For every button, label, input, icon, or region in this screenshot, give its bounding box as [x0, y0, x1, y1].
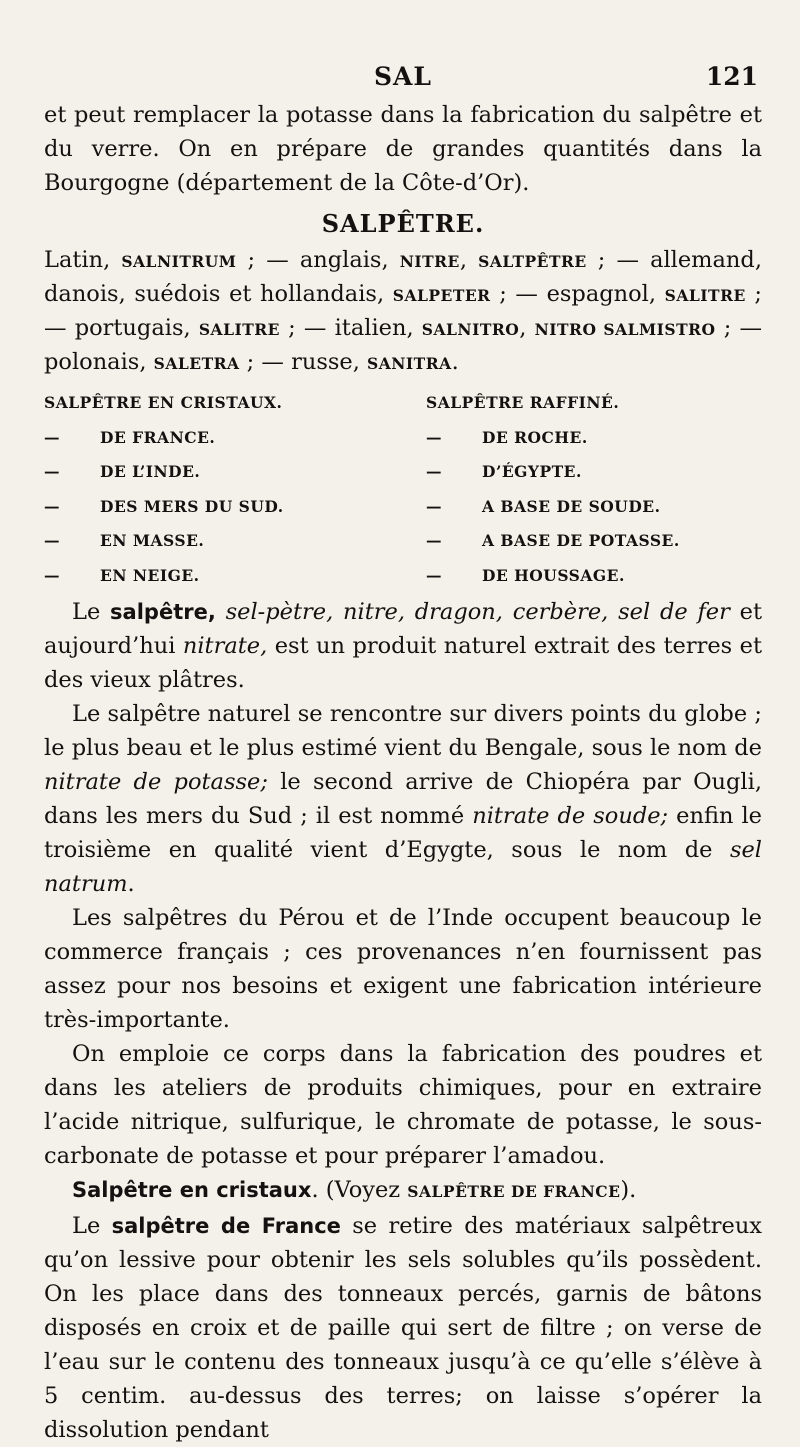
section-title: SALPÊTRE.	[321, 209, 485, 238]
variety-label: DE HOUSSAGE.	[482, 565, 625, 585]
text-run: Le	[72, 599, 111, 625]
text-run: Le salpêtre naturel se rencontre sur divers points du globe ; le plus beau et le plus estimé vient du Bengale, sous le nom de	[44, 701, 762, 761]
variety-label: A BASE DE POTASSE.	[482, 531, 680, 550]
intro-paragraph: et peut remplacer la potasse dans la fabrication du salpêtre et du verre. On en prépare de grandes quantités dans la Bourgogne (département de la Côte-d’Or).	[44, 102, 762, 196]
paragraph-origins	[44, 697, 762, 901]
variety-right-row	[426, 421, 762, 456]
text-run: ; — italien,	[279, 315, 422, 341]
text-run: ; — anglais,	[236, 247, 400, 273]
ditto-dash: —	[44, 565, 60, 585]
text-run: enfin le troisième en qualité vient d’Egygte, sous le nom de	[44, 803, 762, 863]
ditto-dash: —	[426, 462, 442, 481]
german-name: SALPETER	[392, 286, 491, 305]
variety-left-row	[44, 455, 426, 490]
english-name-1: NITRE	[399, 252, 460, 271]
variety-left-row	[44, 421, 426, 456]
polish-name: SALETRA	[153, 354, 240, 373]
ditto-dash: —	[44, 462, 60, 481]
ditto-dash: —	[426, 496, 442, 516]
text-run: .	[127, 871, 135, 897]
text-run: et aujourd’hui	[44, 599, 762, 659]
names-paragraph	[44, 244, 762, 380]
spanish-name: SALITRE	[664, 286, 746, 305]
page-number: 121	[705, 62, 758, 91]
variety-right-row	[426, 559, 762, 594]
text-run: ; — polonais,	[44, 315, 762, 375]
names-in-languages	[44, 244, 762, 380]
running-head: SAL	[373, 62, 433, 91]
ditto-dash: —	[426, 427, 442, 447]
variety-right-row	[426, 455, 762, 490]
paragraph-cristaux	[44, 1173, 762, 1209]
variety-label: EN MASSE.	[100, 531, 205, 550]
portuguese-name: SALITRE	[198, 320, 280, 339]
headword: salpêtre,	[110, 600, 216, 624]
varieties-right-head: SALPÊTRE RAFFINÉ.	[426, 393, 620, 412]
variety-right-row	[426, 490, 762, 525]
paragraph-france	[44, 1209, 762, 1447]
text-run: .	[451, 349, 459, 375]
ditto-dash: —	[426, 565, 442, 585]
text-run: est un produit naturel extrait des terres et des vieux plâtres.	[44, 633, 763, 693]
variety-label: A BASE DE SOUDE.	[482, 496, 661, 516]
varieties-table	[44, 386, 762, 593]
paragraph-definition	[44, 595, 762, 697]
text-run: ; — espagnol,	[490, 281, 665, 307]
text-run	[216, 599, 226, 625]
variety-label: DES MERS DU SUD.	[100, 496, 284, 516]
ditto-dash: —	[44, 531, 60, 550]
headword: salpêtre de France	[111, 1214, 341, 1238]
russian-name: SANITRA	[367, 354, 452, 373]
italian-name-2: NITRO SALMISTRO	[534, 320, 716, 339]
book-page	[44, 58, 763, 1443]
variety-label: DE L’INDE.	[100, 462, 201, 481]
english-name-2: SALTPÊTRE	[478, 252, 587, 271]
varieties-left-head: SALPÊTRE EN CRISTAUX.	[44, 393, 283, 412]
text-run: se retire des matériaux salpêtreux qu’on lessive pour obtenir les sels solubles qu’ils possèdent. On les place dans des tonneaux percés, garnis de bâtons disposés en croix et de paille qui sert de filtre ; on verse de l’eau sur le contenu des tonneaux jusqu’à ce qu’elle s’élève à 5 centim. au-dessus des terres; on laisse s’opérer la dissolution pendant	[44, 1213, 762, 1443]
latin-name: SALNITRUM	[121, 252, 237, 271]
italian-name-1: SALNITRO	[421, 320, 520, 339]
variety-label: DE FRANCE.	[100, 427, 216, 447]
ditto-dash: —	[44, 496, 60, 516]
text-run: le second arrive de Chiopéra par Ougli, dans les mers du Sud ; il est nommé	[44, 769, 762, 829]
text-run: ).	[620, 1177, 637, 1203]
paragraph-uses: On emploie ce corps dans la fabrication des poudres et dans les ateliers de produits chimiques, pour en extraire l’acide nitrique, sulfurique, le chromate de potasse, le sous-carbonate de potasse et pour préparer l’amadou.	[44, 1041, 762, 1169]
variety-label: DE ROCHE.	[482, 427, 588, 447]
cross-reference: SALPÊTRE DE FRANCE	[407, 1182, 621, 1201]
text-run: ; — russe,	[239, 349, 368, 375]
term-sel-natrum: sel natrum	[44, 837, 762, 897]
text-run: ; — portugais,	[44, 281, 762, 341]
term-nitrate: nitrate,	[182, 633, 268, 659]
headword: Salpêtre en cristaux	[72, 1178, 312, 1202]
variety-left-row	[44, 559, 426, 594]
term-nitrate-soude: nitrate de soude;	[472, 803, 669, 829]
term-nitrate-potasse: nitrate de potasse;	[44, 769, 268, 795]
text-run: ,	[459, 247, 479, 273]
variety-left-row	[44, 490, 426, 525]
page-header	[44, 58, 762, 98]
variety-label: D’ÉGYPTE.	[482, 462, 582, 481]
ditto-dash: —	[426, 531, 442, 550]
variety-label: EN NEIGE.	[100, 565, 200, 585]
text-run: Latin,	[44, 247, 122, 273]
text-run: ,	[519, 315, 535, 341]
text-run: . (Voyez	[311, 1177, 408, 1203]
text-run: ; — allemand, danois, suédois et hollandais,	[44, 247, 762, 307]
text-run: Le	[72, 1213, 112, 1239]
synonyms: sel-pètre, nitre, dragon, cerbère, sel de fer	[225, 599, 730, 625]
variety-left-row	[44, 524, 426, 559]
variety-right-row	[426, 524, 762, 559]
paragraph-commerce: Les salpêtres du Pérou et de l’Inde occupent beaucoup le commerce français ; ces provenances n’en fournissent pas assez pour nos besoins et exigent une fabrication intérieure très-importante.	[44, 905, 762, 1033]
ditto-dash: —	[44, 427, 60, 447]
